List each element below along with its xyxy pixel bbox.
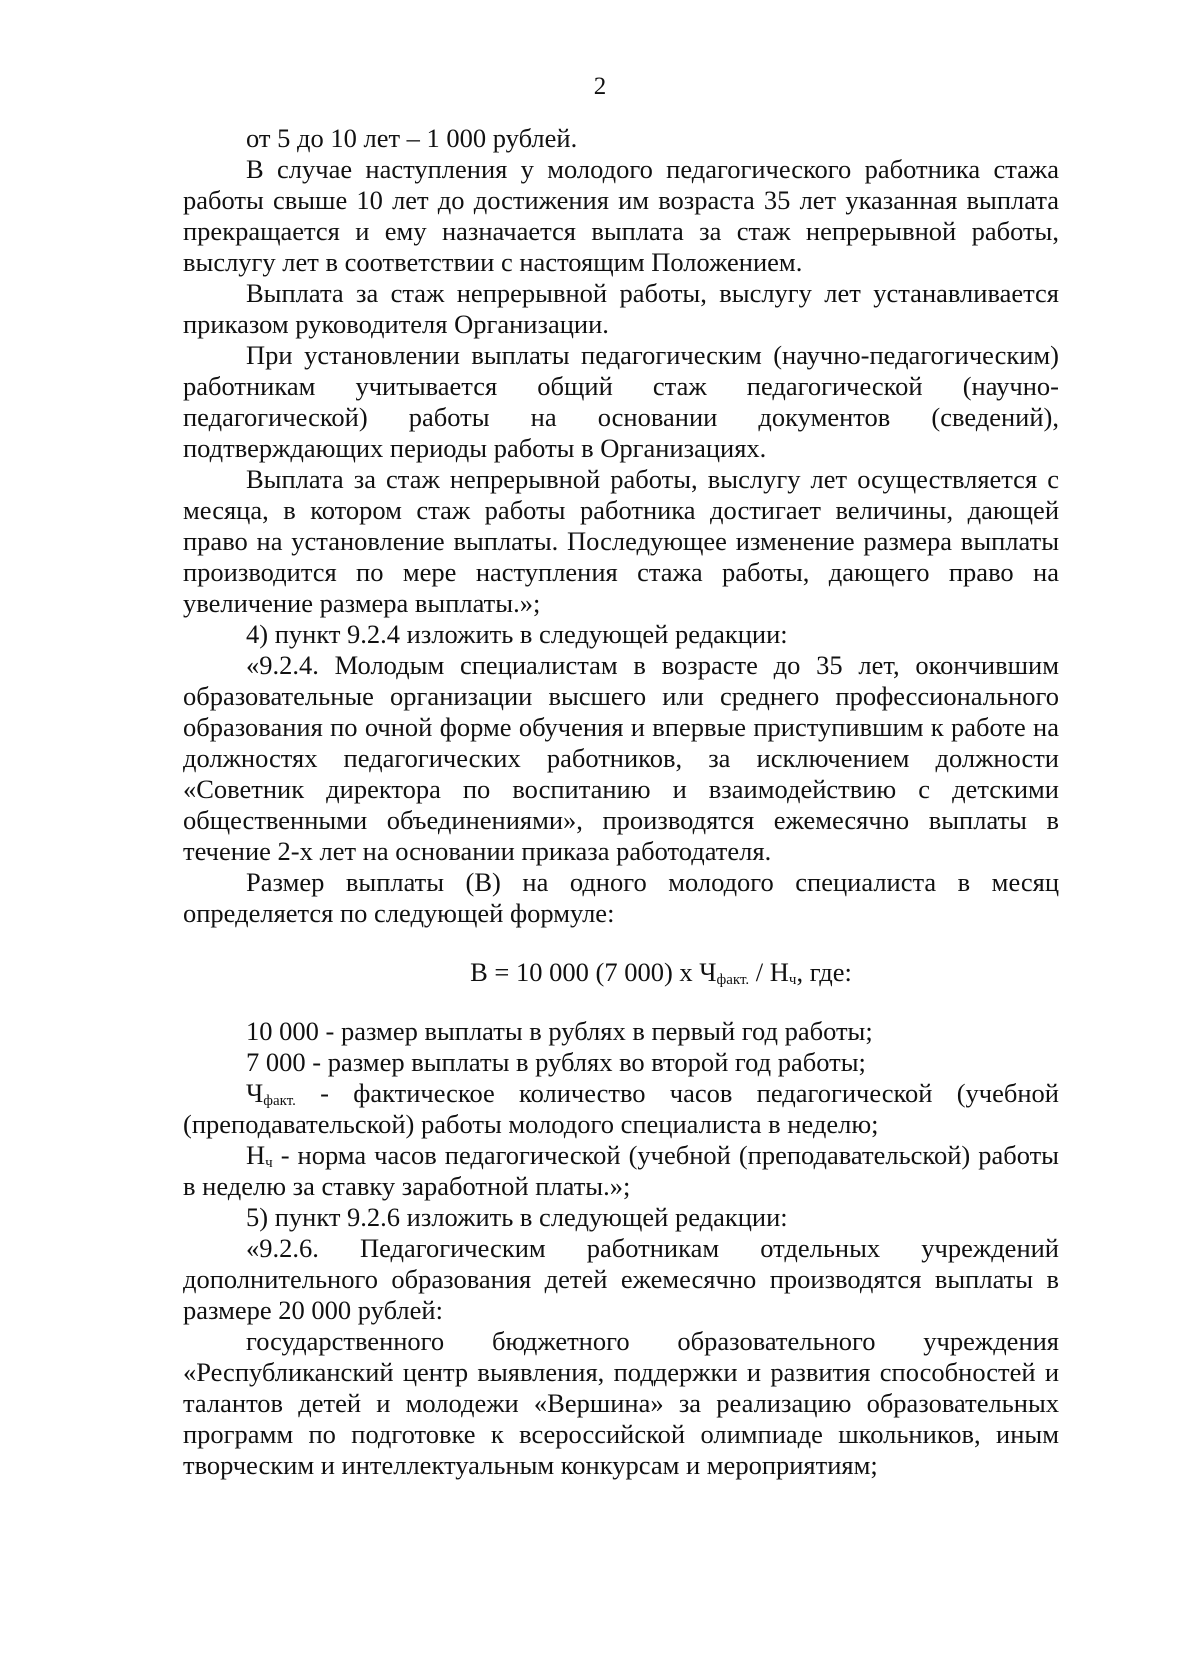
- paragraph: Выплата за стаж непрерывной работы, выслугу лет устанавливается приказом руководителя Организации.: [183, 278, 1059, 339]
- symbol-n-subscript: ч: [265, 1155, 273, 1171]
- payment-formula: [183, 957, 1059, 988]
- definition-chf: [183, 1078, 1059, 1140]
- formula-mid: / Н: [749, 957, 789, 987]
- paragraph: «9.2.6. Педагогическим работникам отдельных учреждений дополнительного образования детей ежемесячно производятся выплаты в размере 20 000 рублей:: [183, 1233, 1059, 1325]
- definition: 10 000 - размер выплаты в рублях в первый год работы;: [246, 1016, 873, 1046]
- definition: 7 000 - размер выплаты в рублях во второй год работы;: [246, 1047, 866, 1077]
- paragraph: «9.2.4. Молодым специалистам в возрасте до 35 лет, окончившим образовательные организации высшего или среднего профессионального образования по очной форме обучения и впервые приступившим к работе на должностях педагогических работников, за исключением должности «Советник директора по воспитанию и взаимодействию с детскими общественными объединениями», производятся ежемесячно выплаты в течение 2-х лет на основании приказа работодателя.: [183, 650, 1059, 866]
- definition-text: - норма часов педагогической (учебной (преподавательской) работы в неделю за ставку заработной платы.»;: [183, 1140, 1059, 1201]
- definition-nch: [183, 1140, 1059, 1202]
- page-number: 2: [593, 73, 607, 100]
- paragraph: государственного бюджетного образовательного учреждения «Республиканский центр выявления, поддержки и развития способностей и талантов детей и молодежи «Вершина» за реализацию образовательных программ по подготовке к всероссийской олимпиаде школьников, иным творческим и интеллектуальным конкурсам и мероприятиям;: [183, 1326, 1059, 1480]
- definition-text: - фактическое количество часов педагогической (учебной (преподавательской) работы молодого специалиста в неделю;: [183, 1078, 1059, 1139]
- formula-tail: , где:: [796, 957, 852, 987]
- paragraph: При установлении выплаты педагогическим (научно-педагогическим) работникам учитывается общий стаж педагогической (научно-педагогической) работы на основании документов (сведений), подтверждающих периоды работы в Организациях.: [183, 340, 1059, 463]
- paragraph: Выплата за стаж непрерывной работы, выслугу лет осуществляется с месяца, в котором стаж работы работника достигает величины, дающей право на установление выплаты. Последующее изменение размера выплаты производится по мере наступления стажа работы, дающего право на увеличение размера выплаты.»;: [183, 464, 1059, 618]
- document-body: [183, 123, 1059, 1481]
- formula-subscript-ch: ч: [788, 972, 797, 988]
- formula-main: В = 10 000 (7 000) х Ч: [470, 957, 717, 987]
- paragraph: 5) пункт 9.2.6 изложить в следующей редакции:: [246, 1202, 788, 1232]
- symbol-ch: Ч: [246, 1078, 264, 1108]
- paragraph: В случае наступления у молодого педагогического работника стажа работы свыше 10 лет до достижения им возраста 35 лет указанная выплата прекращается и ему назначается выплата за стаж непрерывной работы, выслугу лет в соответствии с настоящим Положением.: [183, 154, 1059, 277]
- paragraph: Размер выплаты (В) на одного молодого специалиста в месяц определяется по следующей формуле:: [183, 867, 1059, 928]
- paragraph: от 5 до 10 лет – 1 000 рублей.: [246, 123, 578, 153]
- symbol-n: Н: [246, 1140, 266, 1170]
- symbol-ch-subscript: факт.: [263, 1093, 296, 1109]
- paragraph: 4) пункт 9.2.4 изложить в следующей редакции:: [246, 619, 788, 649]
- formula-subscript-fact: факт.: [716, 972, 750, 988]
